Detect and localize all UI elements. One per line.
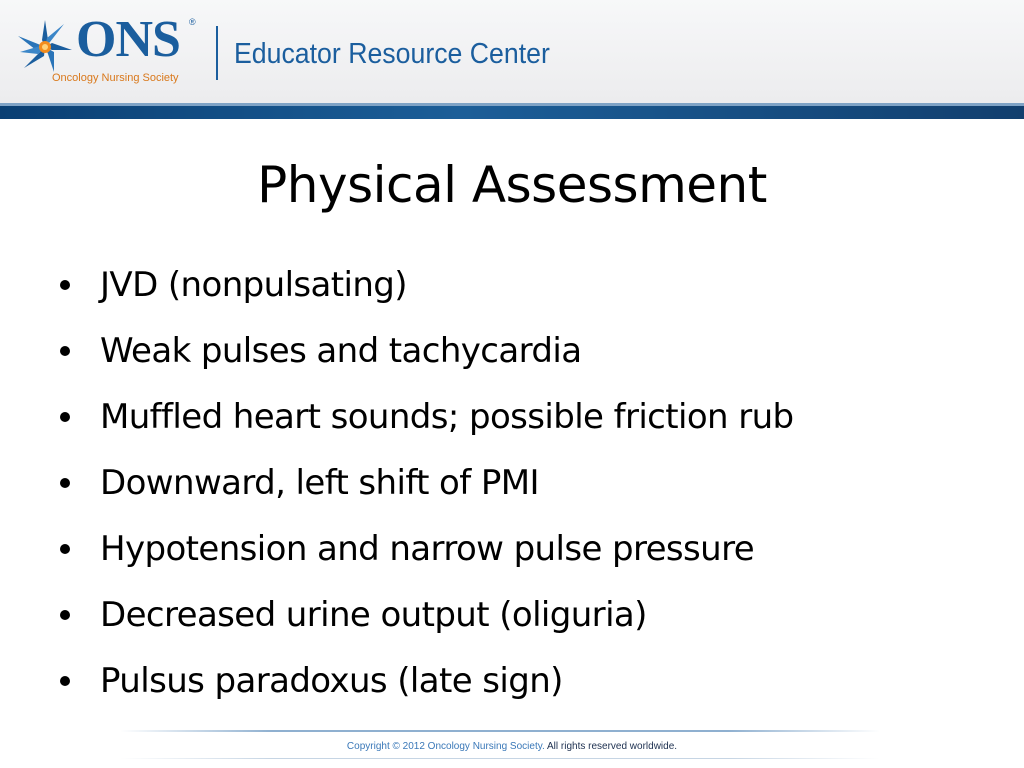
- footer-copyright-text: Copyright © 2012 Oncology Nursing Society.: [346, 741, 545, 752]
- bullet-text: Hypotension and narrow pulse pressure: [100, 529, 755, 569]
- bullet-dot-icon: [60, 412, 70, 422]
- header-rule-highlight: [0, 103, 1024, 106]
- logo-registered-mark: ®: [189, 17, 196, 27]
- bullet-text: Decreased urine output (oliguria): [100, 595, 647, 635]
- header-divider: [216, 26, 218, 80]
- bullet-dot-icon: [60, 478, 70, 488]
- bullet-dot-icon: [60, 544, 70, 554]
- logo-subtitle: Oncology Nursing Society: [52, 72, 179, 84]
- ons-starburst-logo-icon: [14, 16, 76, 78]
- footer-rule-lower: [120, 758, 880, 759]
- bullet-text: JVD (nonpulsating): [100, 265, 407, 305]
- bullet-text: Weak pulses and tachycardia: [100, 331, 582, 371]
- bullet-text: Pulsus paradoxus (late sign): [100, 661, 563, 701]
- bullet-dot-icon: [60, 676, 70, 686]
- footer-rule: [120, 730, 880, 732]
- header-title: Educator Resource Center: [234, 38, 550, 70]
- bullet-text: Downward, left shift of PMI: [100, 463, 539, 503]
- bullet-text: Muffled heart sounds; possible friction rub: [100, 397, 794, 437]
- logo-wordmark: ONS: [76, 11, 180, 68]
- bullet-dot-icon: [60, 610, 70, 620]
- footer-copyright: [0, 740, 1024, 754]
- bullet-dot-icon: [60, 280, 70, 290]
- bullet-dot-icon: [60, 346, 70, 356]
- page-title: Physical Assessment: [257, 156, 767, 214]
- footer-rights-text: All rights reserved worldwide.: [547, 741, 678, 752]
- header-band: [0, 0, 1024, 103]
